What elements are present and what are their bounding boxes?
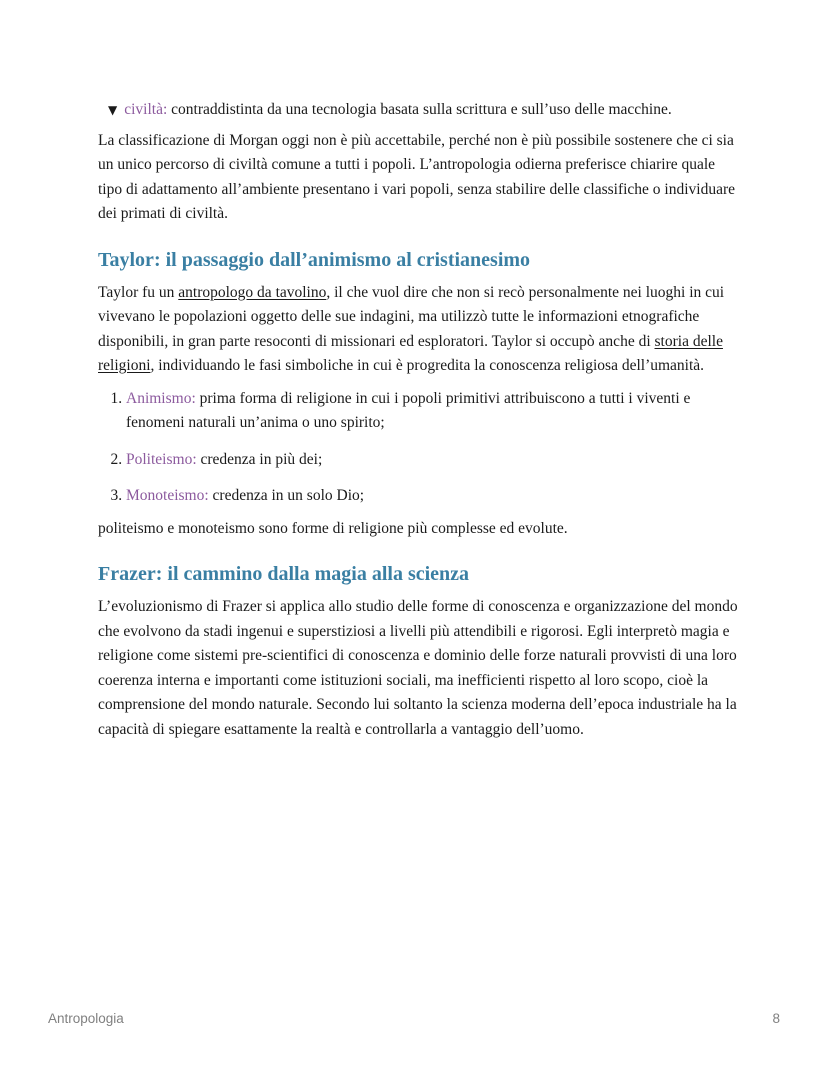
list-item — [126, 484, 738, 509]
term-civilta: civiltà: — [124, 101, 168, 118]
list-item-text: credenza in più dei; — [196, 450, 323, 468]
bullet-item-civilta — [108, 98, 738, 123]
frazer-paragraph: L’evoluzionismo di Frazer si applica allo studio delle forme di conoscenza e organizzazione del mondo che evolvono da stadi ingenui e superstiziosi a livelli più attendibili e rigorosi. Egli interpretò magia e religione come sistemi pre-scientifici di conoscenza e dominio delle forze naturali provvisti di una loro coerenza interna e importanti come istituzioni sociali, ma inefficienti rispetto al loro scopo, cioè la comprensione del mondo naturale. Secondo lui soltanto la scienza moderna dell’epoca industriale ha la capacità di spiegare esattamente la realtà e controllarla a vantaggio dell’uomo. — [98, 598, 738, 738]
term-politeismo: Politeismo: — [126, 450, 197, 468]
bullet-text: contraddistinta da una tecnologia basata sulla scrittura e sull’uso delle macchine. — [167, 101, 672, 118]
list-item-text: credenza in un solo Dio; — [208, 487, 365, 504]
link-storia-delle-religioni[interactable]: storia delle religioni — [98, 332, 723, 374]
list-item-text: prima forma di religione in cui i popoli primitivi attribuiscono a tutti i viventi e fenomeni naturali un’anima o uno spirito; — [126, 389, 691, 431]
taylor-paragraph — [98, 281, 738, 379]
taylor-text-3: , individuando le fasi simboliche in cui è progredita la conoscenza religiosa dell’umanità. — [150, 357, 705, 374]
link-antropologo-da-tavolino[interactable]: antropologo da tavolino — [178, 283, 327, 301]
morgan-paragraph: La classificazione di Morgan oggi non è più accettabile, perché non è più possibile sostenere che ci sia un unico percorso di civiltà comune a tutti i popoli. L’antropologia odierna preferisce chiarire quale tipo di adattamento all’ambiente presentano i vari popoli, senza stabilire delle classifiche o individuare dei primati di civiltà. — [98, 131, 736, 222]
page-number: 8 — [772, 1011, 780, 1026]
footer-title: Antropologia — [48, 1011, 124, 1026]
taylor-text-1: Taylor fu un — [98, 283, 179, 301]
religion-phases-list — [98, 387, 738, 509]
page-footer — [48, 1011, 780, 1026]
list-item — [126, 448, 738, 473]
term-monoteismo: Monoteismo: — [126, 487, 209, 504]
triangle-down-icon: ▼ — [108, 103, 118, 117]
taylor-heading: Taylor: il passaggio dall’animismo al cristianesimo — [98, 248, 531, 271]
taylor-text-2: , il che vuol dire che non si recò personalmente nei luoghi in cui vivevano le popolazioni oggetto delle sue indagini, ma utilizzò tutte le informazioni etnografiche disponibili, in gran parte resoconti di missionari ed esploratori. Taylor si occupò anche di — [98, 283, 725, 350]
frazer-heading: Frazer: il cammino dalla magia alla scienza — [98, 563, 470, 585]
document-page — [98, 98, 738, 750]
taylor-closing: politeismo e monoteismo sono forme di religione più complesse ed evolute. — [98, 519, 568, 537]
list-item — [126, 387, 738, 436]
term-animismo: Animismo: — [126, 389, 196, 407]
bullet-content — [124, 98, 672, 123]
